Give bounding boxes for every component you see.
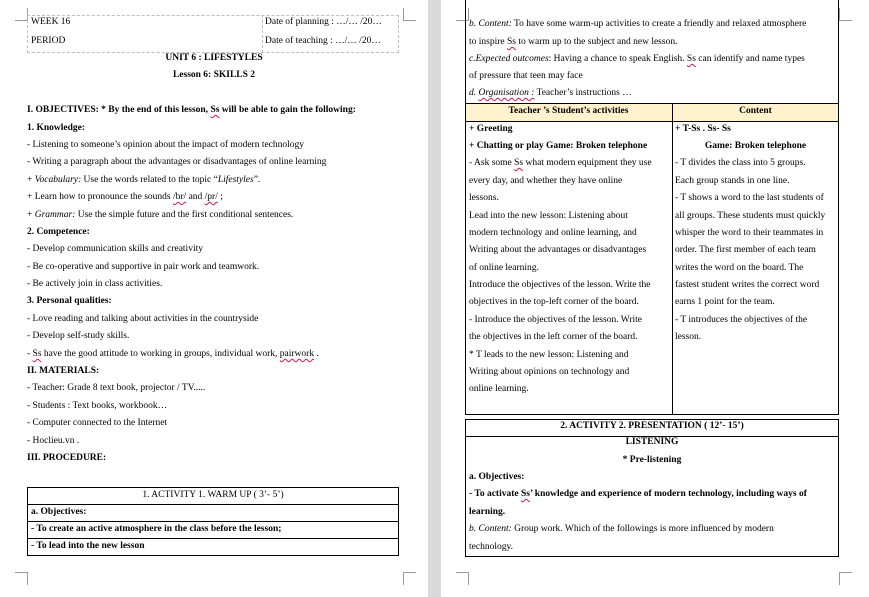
table-rule	[27, 521, 399, 522]
material-item: - Teacher: Grade 8 text book, projector / TV.....	[27, 383, 206, 393]
material-item: - Computer connected to the Internet	[27, 418, 168, 428]
knowledge-item: - Writing a paragraph about the advantages or disadvantages of online learning	[27, 157, 327, 167]
content-cell-line: - T shows a word to the last students of	[675, 193, 824, 203]
listening-heading: LISTENING	[625, 437, 679, 447]
pre-listening-heading: * Pre-listening	[622, 455, 682, 465]
activity-line: + Greeting	[469, 124, 513, 134]
quality-item: - Ss have the good attitude to working in groups, individual work, pairwork .	[27, 349, 319, 359]
activity-line: + Chatting or play Game: Broken telephone	[469, 141, 648, 151]
objective-line: learning.	[469, 507, 506, 517]
materials-heading: II. MATERIALS:	[27, 366, 100, 376]
unit-title: UNIT 6 : LIFESTYLES	[165, 53, 263, 63]
content-cell-line: + T-Ss . Ss- Ss	[675, 124, 731, 134]
activity1-objective: - To lead into the new lesson	[31, 541, 145, 551]
table-rule	[27, 538, 399, 539]
margin-corner-mark	[403, 8, 416, 21]
margin-corner-mark	[456, 572, 469, 585]
material-item: - Students : Text books, workbook…	[27, 401, 168, 411]
activity2-title: 2. ACTIVITY 2. PRESENTATION ( 12’- 15’)	[560, 421, 744, 431]
competence-item: - Be co-operative and supportive in pair work and teamwork.	[27, 262, 260, 272]
content-cell-line: earns 1 point for the team.	[675, 297, 775, 307]
date-of-planning: Date of planning : …/… /20…	[265, 17, 382, 27]
organisation-line: d. Organisation : Teacher’s instructions …	[469, 88, 632, 98]
content-cell-line: Each group stands in one line.	[675, 176, 790, 186]
activity-line: modern technology and online learning, and	[469, 228, 637, 238]
activity-line: lessons.	[469, 193, 499, 203]
activity-line: - Ask some Ss what modern equipment they use	[469, 158, 652, 168]
content-cell-line: - T introduces the objectives of the	[675, 315, 808, 325]
content-cell-line: Game: Broken telephone	[704, 141, 807, 151]
procedure-heading: III. PROCEDURE:	[27, 453, 107, 463]
lesson-title: Lesson 6: SKILLS 2	[172, 70, 256, 80]
content-line: b. Content: Group work. Which of the followings is more influenced by modern	[469, 524, 774, 534]
content-cell-line: all groups. These students must quickly	[675, 211, 826, 221]
content-cell-line: writes the word on the board. The	[675, 263, 804, 273]
activity-line: the objectives in the left corner of the board.	[469, 332, 638, 342]
activity-line: objectives in the top-left corner of the board.	[469, 297, 639, 307]
period-label: PERIOD	[31, 36, 66, 46]
week-label: WEEK 16	[31, 17, 71, 27]
date-of-teaching: Date of teaching : …/… /20…	[265, 36, 381, 46]
margin-corner-mark	[839, 572, 852, 585]
activity1-title: 1. ACTIVITY 1. WARM UP ( 3’- 5’)	[142, 490, 284, 500]
activity-line: of online learning.	[469, 263, 539, 273]
content-cell-line: fastest student writes the correct word	[675, 280, 820, 290]
margin-corner-mark	[403, 572, 416, 585]
table-rule	[27, 504, 399, 505]
activity-line: every day, and whether they have online	[469, 176, 623, 186]
activity-line: Introduce the objectives of the lesson. Write the	[469, 280, 651, 290]
expected-outcomes-line: c.Expected outcomes: Having a chance to speak English. Ss can identify and name types	[469, 54, 805, 64]
quality-item: - Develop self-study skills.	[27, 331, 130, 341]
table-rule	[465, 121, 839, 122]
column-header-activities: Teacher ’s Student’s activities	[508, 106, 629, 116]
document-page-right	[441, 0, 869, 597]
activity-line: - Introduce the objectives of the lesson. Write	[469, 315, 643, 325]
content-cell-line: - T divides the class into 5 groups.	[675, 158, 806, 168]
activity-line: Writing about opinions on technology and	[469, 367, 630, 377]
quality-item: - Love reading and talking about activities in the countryside	[27, 314, 259, 324]
pronunciation-item: + Learn how to pronounce the sounds /br/ and /pr/ ;	[27, 192, 223, 202]
content-line: technology.	[469, 542, 513, 552]
content-line: b. Content: To have some warm-up activities to create a friendly and relaxed atmosphere	[469, 19, 807, 29]
knowledge-heading: 1. Knowledge:	[27, 123, 86, 133]
content-cell-line: lesson.	[675, 332, 702, 342]
document-page-left	[0, 0, 428, 597]
activity-line: * T leads to the new lesson: Listening and	[469, 350, 629, 360]
column-header-content: Content	[739, 106, 772, 116]
activity-line: Writing about the advantages or disadvantages	[469, 245, 647, 255]
margin-corner-mark	[839, 8, 852, 21]
content-cell-line: order. The first member of each team	[675, 245, 816, 255]
grammar-item: + Grammar: Use the simple future and the first conditional sentences.	[27, 210, 294, 220]
header-divider	[262, 15, 263, 53]
vocabulary-item: + Vocabulary: Use the words related to the topic “Lifestyles”.	[27, 175, 261, 185]
knowledge-item: - Listening to someone’s opinion about the impact of modern technology	[27, 140, 305, 150]
activity-line: Lead into the new lesson: Listening about	[469, 211, 628, 221]
competence-item: - Develop communication skills and creativity	[27, 244, 203, 254]
objectives-heading: I. OBJECTIVES: * By the end of this lesson, Ss will be able to gain the following:	[27, 105, 356, 115]
material-item: - Hoclieu.vn .	[27, 436, 80, 446]
personal-qualities-heading: 3. Personal qualities:	[27, 296, 112, 306]
content-cell-line: whisper the word to their teammates in	[675, 228, 824, 238]
activity1-objectives-label: a. Objectives:	[31, 507, 87, 517]
competence-item: - Be actively join in class activities.	[27, 279, 163, 289]
competence-heading: 2. Competence:	[27, 227, 90, 237]
content-line: to inspire Ss to warm up to the subject and new lesson.	[469, 37, 678, 47]
activity-line: online learning.	[469, 384, 529, 394]
objectives-label: a. Objectives:	[469, 472, 525, 482]
margin-corner-mark	[15, 572, 28, 585]
objective-line: - To activate Ss’ knowledge and experience of modern technology, including ways of	[469, 489, 807, 499]
activity1-objective: - To create an active atmosphere in the class before the lesson;	[31, 524, 282, 534]
expected-outcomes-line: of pressure that teen may face	[469, 71, 583, 81]
